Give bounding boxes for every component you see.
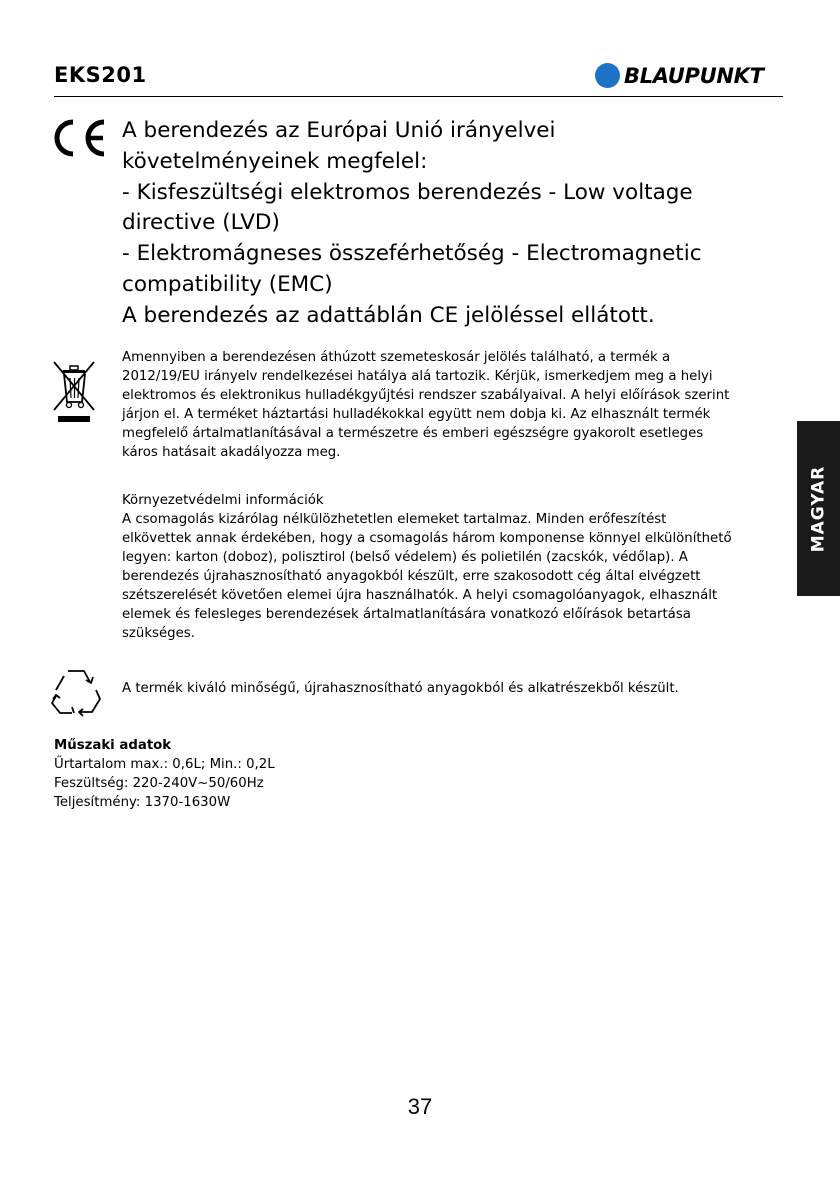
specs-line: Űrtartalom max.: 0,6L; Min.: 0,2L [54,757,275,772]
language-label: MAGYAR [808,465,829,552]
weee-paragraph [122,348,729,462]
specs-line: Feszültség: 220-240V~50/60Hz [54,776,264,791]
page-number: 37 [407,1094,433,1119]
specs-line: Teljesítmény: 1370-1630W [54,795,231,810]
ce-line: A berendezés az adattáblán CE jelöléssel ellátott. [122,302,655,328]
ce-declaration [122,116,782,332]
header-divider [54,96,783,97]
environment-line: berendezés újrahasznosítható anyagokból készült, erre szakosodott cég által elvégzett [122,569,701,584]
brand-name: BLAUPUNKT [624,63,764,88]
weee-line: járjon el. A terméket háztartási hulladékokkal együtt nem dobja ki. Az elhasznált termék [122,407,711,422]
environment-line: szétszerelését követően elemei újra használhatók. A helyi csomagolóanyagok, elhasznált [122,588,718,603]
recycle-statement: A termék kiváló minőségű, újrahasznosítható anyagokból és alkatrészekből készült. [122,681,679,696]
specs-title: Műszaki adatok [54,738,172,753]
ce-line: követelményeinek megfelel: [122,148,428,174]
language-tab [797,421,840,596]
recycle-icon [50,666,102,718]
ce-mark-icon [52,118,108,158]
ce-line: compatibility (EMC) [122,271,333,297]
ce-line: directive (LVD) [122,210,280,236]
ce-line: - Elektromágneses összeférhetőség - Electromagnetic [122,241,702,267]
ce-line: A berendezés az Európai Unió irányelvei [122,118,556,143]
environment-line: szükséges. [122,626,195,641]
brand-logo [595,63,764,88]
ce-line: - Kisfeszültségi elektromos berendezés - Low voltage [122,179,693,205]
weee-line: Amennyiben a berendezésen áthúzott szemeteskosár jelölés található, a termék a [122,350,671,365]
weee-line: megfelelő ártalmatlanításával a természetre és emberi egészségre gyakorolt esetleges [122,426,704,441]
model-name: EKS201 [54,63,147,87]
weee-line: káros hatásait akadályozza meg. [122,445,341,460]
crossed-out-bin-icon [51,358,97,424]
technical-specs [54,736,275,812]
environment-line: legyen: karton (doboz), polisztirol (belső védelem) és polietilén (zacskók, védőlap). A [122,550,688,565]
weee-line: elektromos és elektronikus hulladékgyűjtési rendszer szabályaival. A helyi előírások szerint [122,388,730,403]
environment-line: A csomagolás kizárólag nélkülözhetetlen elemeket tartalmaz. Minden erőfeszítést [122,512,667,527]
environment-title: Környezetvédelmi információk [122,493,324,508]
weee-line: 2012/19/EU irányelv rendelkezései hatálya alá tartozik. Kérjük, ismerkedjem meg a helyi [122,369,713,384]
brand-dot-icon [595,63,620,88]
environment-line: elkövettek annak érdekében, hogy a csomagolás három komponense könnyel elkülöníthető [122,531,732,546]
environment-line: elemek és felesleges berendezések ártalmatlanítására vonatkozó előírások betartása [122,607,691,622]
environment-section [122,491,732,643]
